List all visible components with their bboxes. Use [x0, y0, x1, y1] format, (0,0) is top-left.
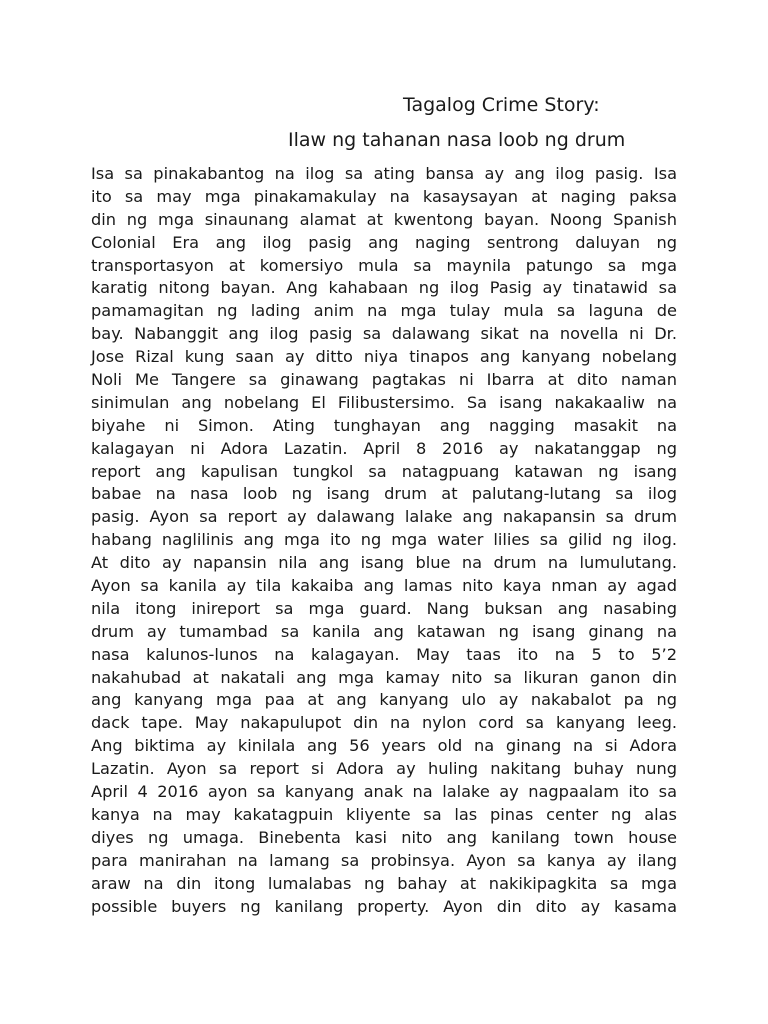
body-line: report ang kapulisan tungkol sa natagpuang katawan ng isang — [91, 461, 677, 481]
body-line: araw na din itong lumalabas ng bahay at nakikipagkita sa mga — [91, 873, 677, 893]
body-line: Ayon sa kanila ay tila kakaiba ang lamas nito kaya nman ay agad — [91, 576, 677, 596]
body-line: Lazatin. Ayon sa report si Adora ay huling nakitang buhay nung — [91, 759, 677, 779]
body-line: At dito ay napansin nila ang isang blue na drum na lumulutang. — [91, 553, 677, 573]
body-line: Noli Me Tangere sa ginawang pagtakas ni Ibarra at dito naman — [91, 370, 677, 390]
body-line: para manirahan na lamang sa probinsya. Ayon sa kanya ay ilang — [91, 850, 677, 870]
body-line: drum ay tumambad sa kanila ang katawan ng isang ginang na — [91, 621, 677, 641]
body-line: transportasyon at komersiyo mula sa maynila patungo sa mga — [91, 255, 677, 275]
body-line: bay. Nabanggit ang ilog pasig sa dalawang sikat na novella ni Dr. — [91, 324, 677, 344]
body-line: kalagayan ni Adora Lazatin. April 8 2016 ay nakatanggap ng — [91, 438, 677, 458]
document-title: Tagalog Crime Story: — [403, 94, 600, 116]
body-line: nasa kalunos-lunos na kalagayan. May taas ito na 5 to 5’2 — [91, 644, 677, 664]
body-line: April 4 2016 ayon sa kanyang anak na lalake ay nagpaalam ito sa — [91, 782, 677, 802]
body-line: dack tape. May nakapulupot din na nylon cord sa kanyang leeg. — [91, 713, 677, 733]
body-line: Jose Rizal kung saan ay ditto niya tinapos ang kanyang nobelang — [91, 347, 677, 367]
body-line: pamamagitan ng lading anim na mga tulay mula sa laguna de — [91, 301, 677, 321]
body-line: kanya na may kakatagpuin kliyente sa las pinas center ng alas — [91, 804, 677, 824]
body-line: babae na nasa loob ng isang drum at palutang-lutang sa ilog — [91, 484, 677, 504]
body-line: ito sa may mga pinakamakulay na kasaysayan at naging paksa — [91, 186, 677, 206]
body-line: pasig. Ayon sa report ay dalawang lalake ang nakapansin sa drum — [91, 507, 677, 527]
body-line: din ng mga sinaunang alamat at kwentong bayan. Noong Spanish — [91, 209, 677, 229]
body-line: karatig nitong bayan. Ang kahabaan ng ilog Pasig ay tinatawid sa — [91, 278, 677, 298]
body-line: diyes ng umaga. Binebenta kasi nito ang kanilang town house — [91, 827, 677, 847]
body-line: Colonial Era ang ilog pasig ang naging sentrong daluyan ng — [91, 232, 677, 252]
body-line: ang kanyang mga paa at ang kanyang ulo ay nakabalot pa ng — [91, 690, 677, 710]
body-line: Isa sa pinakabantog na ilog sa ating bansa ay ang ilog pasig. Isa — [91, 164, 677, 183]
document-subtitle: Ilaw ng tahanan nasa loob ng drum — [288, 129, 626, 151]
body-line: nila itong inireport sa mga guard. Nang buksan ang nasabing — [91, 598, 677, 618]
body-line: sinimulan ang nobelang El Filibustersimo. Sa isang nakakaaliw na — [91, 392, 677, 412]
body-line: Ang biktima ay kinilala ang 56 years old na ginang na si Adora — [91, 736, 677, 756]
body-line: nakahubad at nakatali ang mga kamay nito sa likuran ganon din — [91, 667, 677, 687]
body-paragraph — [91, 163, 677, 918]
body-line: biyahe ni Simon. Ating tunghayan ang nagging masakit na — [91, 415, 677, 435]
body-line: habang naglilinis ang mga ito ng mga water lilies sa gilid ng ilog. — [91, 530, 677, 550]
body-line: possible buyers ng kanilang property. Ayon din dito ay kasama — [91, 896, 677, 916]
